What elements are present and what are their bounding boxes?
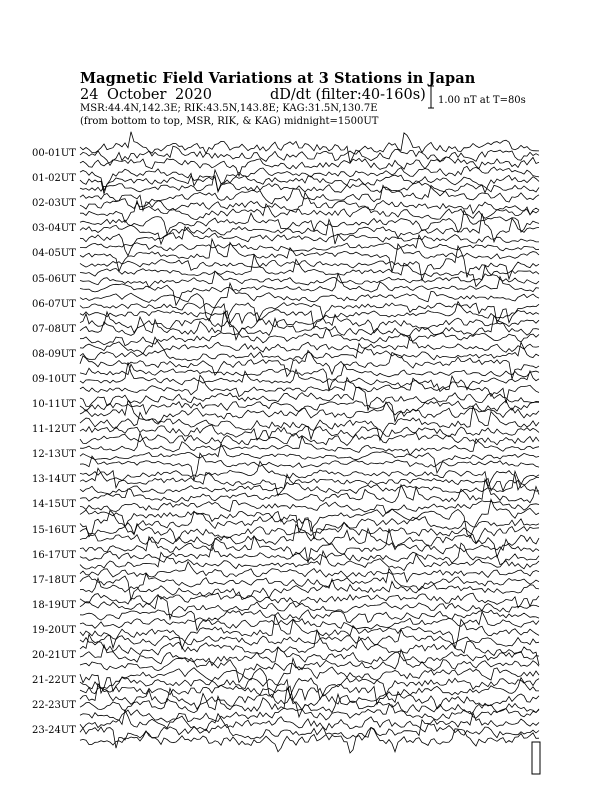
trace-msr-14-15UT xyxy=(80,499,539,537)
trace-msr-09-10UT xyxy=(80,375,539,403)
station-coords: MSR:44.4N,142.3E; RIK:43.5N,143.8E; KAG:31.5N,130.7E xyxy=(80,103,378,114)
hour-label: 08-09UT xyxy=(32,348,76,360)
hour-label: 13-14UT xyxy=(32,474,76,486)
trace-rik-06-07UT xyxy=(80,303,539,324)
trace-rik-04-05UT xyxy=(80,239,539,272)
hour-label: 06-07UT xyxy=(32,298,76,310)
hour-label: 15-16UT xyxy=(32,524,76,536)
trace-rik-14-15UT xyxy=(80,501,539,514)
hour-label: 04-05UT xyxy=(32,248,76,260)
hour-label: 01-02UT xyxy=(32,173,76,185)
trace-msr-20-21UT xyxy=(80,650,539,683)
trace-kag-04-05UT xyxy=(80,235,539,251)
hour-label: 18-19UT xyxy=(32,599,76,611)
hour-label: 05-06UT xyxy=(32,273,76,285)
hour-label: 02-03UT xyxy=(32,198,76,210)
hour-label: 03-04UT xyxy=(32,223,76,235)
hour-label: 17-18UT xyxy=(32,574,76,586)
hour-label: 07-08UT xyxy=(32,323,76,335)
hour-label: 23-24UT xyxy=(32,725,76,737)
trace-kag-11-12UT xyxy=(80,406,539,440)
trace-rik-03-04UT xyxy=(80,213,539,244)
trace-msr-01-02UT xyxy=(80,170,539,196)
hour-label: 20-21UT xyxy=(32,650,76,661)
hour-label: 16-17UT xyxy=(32,549,76,561)
end-marker xyxy=(532,742,540,774)
station-order: (from bottom to top, MSR, RIK, & KAG) midnight=1500UT xyxy=(80,116,379,127)
hour-label: 12-13UT xyxy=(32,449,76,461)
trace-rik-12-13UT xyxy=(80,444,539,473)
trace-kag-08-09UT xyxy=(80,336,539,354)
hour-label: 14-15UT xyxy=(32,499,76,511)
hour-label: 19-20UT xyxy=(32,624,76,636)
trace-msr-23-24UT xyxy=(80,728,539,753)
hour-label: 21-22UT xyxy=(32,675,76,687)
trace-group xyxy=(80,132,539,753)
trace-rik-00-01UT xyxy=(80,146,539,165)
trace-kag-20-21UT xyxy=(80,630,539,665)
trace-msr-15-16UT xyxy=(80,524,539,557)
trace-kag-19-20UT xyxy=(80,612,539,629)
hour-label: 00-01UT xyxy=(32,148,76,159)
trace-rik-01-02UT xyxy=(80,175,539,194)
trace-kag-12-13UT xyxy=(80,433,539,455)
trace-rik-10-11UT xyxy=(80,401,539,422)
trace-kag-18-19UT xyxy=(80,593,539,608)
trace-kag-09-10UT xyxy=(80,364,539,390)
chart-filter: dD/dt (filter:40-160s) xyxy=(270,87,426,103)
trace-rik-02-03UT xyxy=(80,193,539,215)
chart-title: Magnetic Field Variations at 3 Stations in Japan xyxy=(80,70,476,87)
hour-label: 22-23UT xyxy=(32,700,76,712)
scale-bar xyxy=(428,86,434,108)
hour-label: 11-12UT xyxy=(32,424,76,436)
chart-date: 24 October 2020 xyxy=(80,87,212,103)
trace-msr-03-04UT xyxy=(80,227,539,256)
trace-msr-00-01UT xyxy=(80,157,539,176)
hour-label: 09-10UT xyxy=(32,373,76,385)
trace-msr-13-14UT xyxy=(80,471,539,494)
scale-bar-label: 1.00 nT at T=80s xyxy=(438,95,526,106)
hour-label: 10-11UT xyxy=(32,399,76,410)
